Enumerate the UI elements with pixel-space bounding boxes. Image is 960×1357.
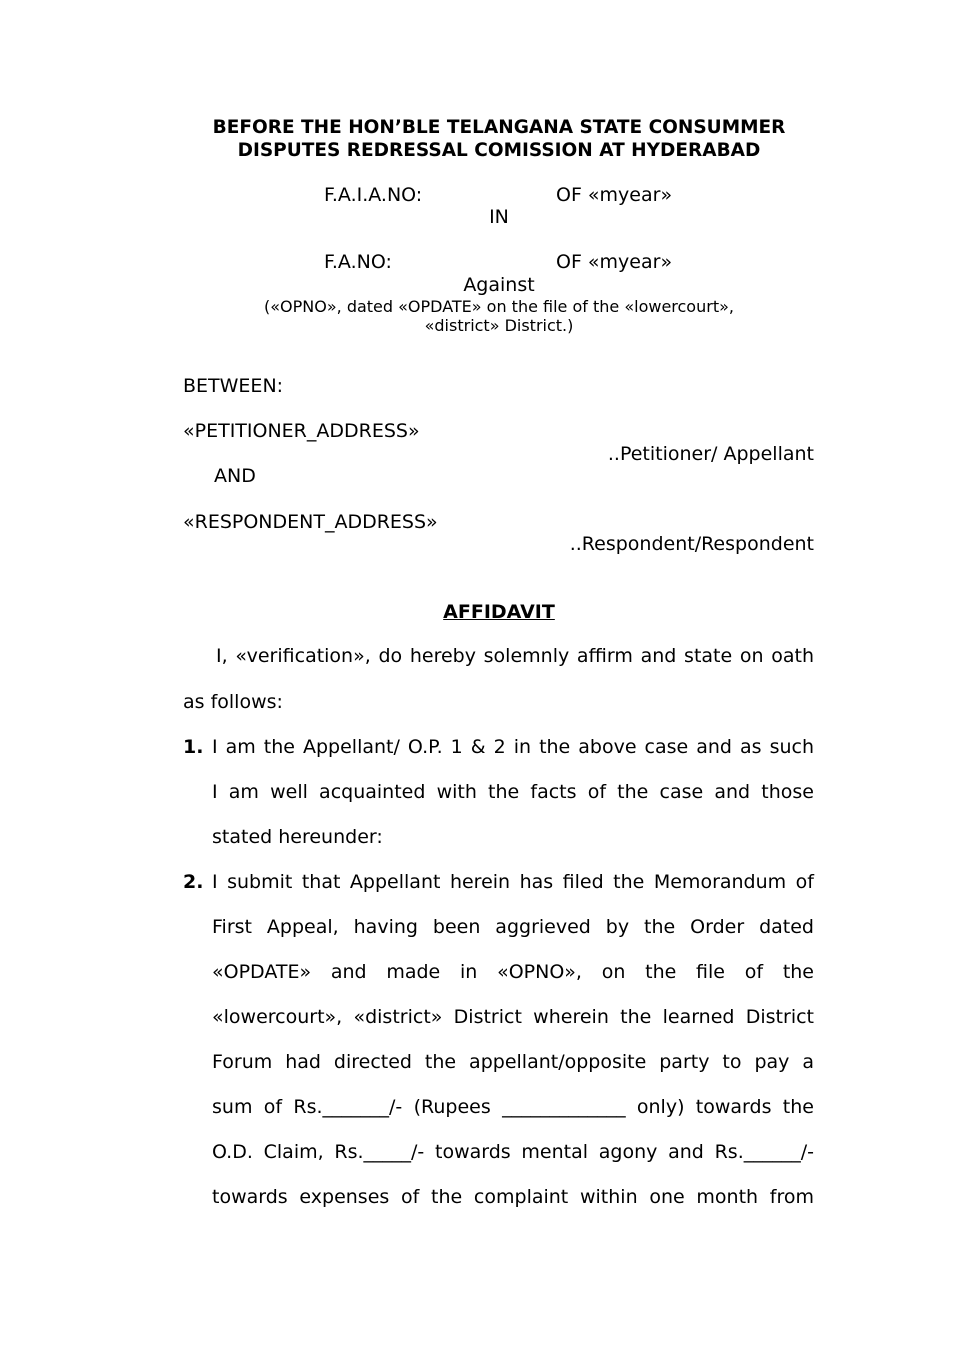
- court-title: [140, 116, 858, 162]
- in-connector: IN: [489, 206, 509, 228]
- origin-line-1: («OPNO», dated «OPDATE» on the file of the «lowercourt»,: [264, 297, 734, 316]
- and-label: AND: [214, 465, 256, 487]
- item-2-line-8: towards expenses of the complaint within one month from: [212, 1186, 814, 1208]
- between-label: BETWEEN:: [183, 375, 284, 397]
- affidavit-heading: [140, 601, 858, 624]
- item-1-line-1: I am the Appellant/ O.P. 1 & 2 in the above case and as such: [212, 736, 814, 758]
- fa-number-label: F.A.NO:: [324, 251, 392, 273]
- respondent-role: ..Respondent/Respondent: [569, 533, 814, 555]
- intro-line-2: as follows:: [183, 691, 283, 713]
- affidavit-heading-text: AFFIDAVIT: [443, 601, 555, 623]
- faia-year: OF «myear»: [556, 184, 673, 206]
- court-title-line-1: BEFORE THE HON’BLE TELANGANA STATE CONSUMMER: [212, 117, 786, 138]
- petitioner-address: «PETITIONER_ADDRESS»: [183, 420, 420, 442]
- item-2-number: 2.: [183, 871, 204, 893]
- item-1-number: 1.: [183, 736, 204, 758]
- item-1-line-2: I am well acquainted with the facts of the case and those: [212, 781, 814, 803]
- item-2-line-5: Forum had directed the appellant/opposite party to pay a: [212, 1051, 814, 1073]
- faia-number-label: F.A.I.A.NO:: [324, 184, 423, 206]
- respondent-address: «RESPONDENT_ADDRESS»: [183, 511, 438, 533]
- item-2-line-6: sum of Rs._______/- (Rupees _____________ only) towards the: [212, 1096, 814, 1118]
- origin-line-2: «district» District.): [424, 316, 574, 335]
- against-connector: Against: [463, 274, 535, 296]
- item-2-line-2: First Appeal, having been aggrieved by the Order dated: [212, 916, 814, 938]
- intro-line-1: I, «verification», do hereby solemnly affirm and state on oath: [216, 645, 814, 667]
- item-2-line-3: «OPDATE» and made in «OPNO», on the file of the: [212, 961, 814, 983]
- court-title-line-2: DISPUTES REDRESSAL COMISSION AT HYDERABAD: [237, 140, 761, 161]
- item-2-line-4: «lowercourt», «district» District wherein the learned District: [212, 1006, 814, 1028]
- item-2-line-7: O.D. Claim, Rs._____/- towards mental agony and Rs.______/-: [212, 1141, 814, 1163]
- item-1-line-3: stated hereunder:: [212, 826, 383, 848]
- item-2-line-1: I submit that Appellant herein has filed the Memorandum of: [212, 871, 814, 893]
- fa-year: OF «myear»: [556, 251, 673, 273]
- petitioner-role: ..Petitioner/ Appellant: [607, 443, 814, 465]
